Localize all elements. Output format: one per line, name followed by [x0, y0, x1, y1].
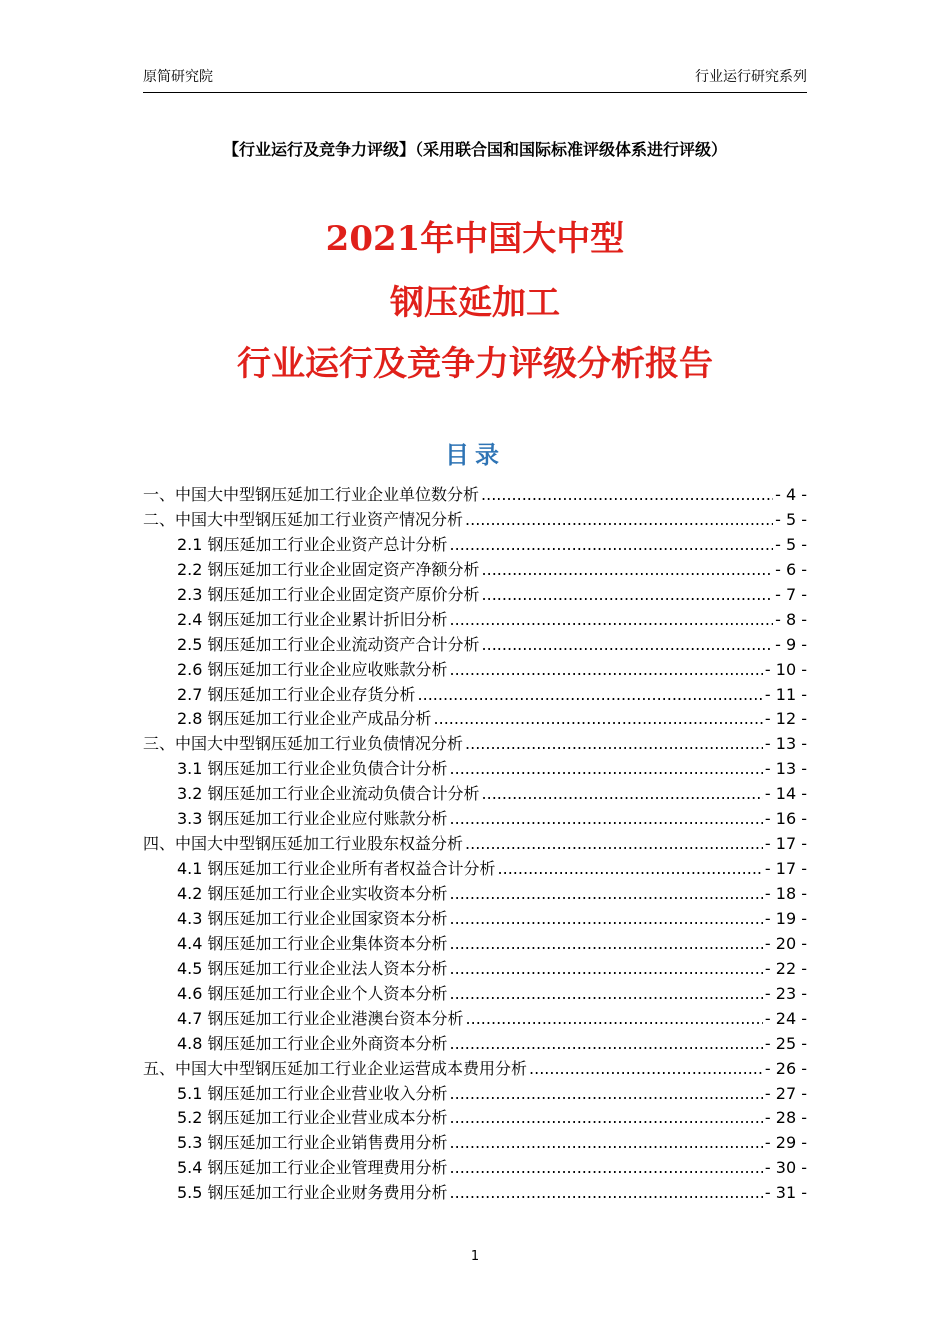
header-series: 行业运行研究系列 [695, 69, 807, 85]
toc-dot-leader [498, 857, 763, 881]
toc-entry-page: - 8 - [775, 609, 807, 629]
toc-dot-leader [450, 907, 763, 931]
toc-dot-leader [434, 707, 763, 731]
toc-dot-leader [465, 732, 763, 756]
report-title-line-1: 2021年中国大中型 [325, 219, 625, 259]
toc-entry-page: - 22 - [764, 958, 807, 978]
toc-entry-label: 2.8 钢压延加工行业企业产成品分析 [177, 709, 432, 729]
toc-entry[interactable] [143, 1082, 807, 1107]
toc-dot-leader [465, 832, 763, 856]
toc-entry-label: 2.3 钢压延加工行业企业固定资产原价分析 [177, 584, 480, 604]
toc-entry-label: 2.2 钢压延加工行业企业固定资产净额分析 [177, 559, 480, 579]
toc-dot-leader [482, 558, 774, 582]
toc-dot-leader [450, 1106, 763, 1130]
toc-entry-label: 2.5 钢压延加工行业企业流动资产合计分析 [177, 634, 480, 654]
toc-entry[interactable] [143, 508, 807, 533]
toc-dot-leader [481, 483, 773, 507]
toc-entry[interactable] [143, 1032, 807, 1057]
toc-entry[interactable] [143, 957, 807, 982]
toc-dot-leader [529, 1057, 763, 1081]
toc-dot-leader [482, 782, 763, 806]
toc-entry[interactable] [143, 1181, 807, 1206]
toc-dot-leader [482, 633, 774, 657]
toc-dot-leader [450, 1082, 763, 1106]
toc-entry-page: - 12 - [764, 709, 807, 729]
toc-entry[interactable] [143, 1156, 807, 1181]
toc-entry[interactable] [143, 882, 807, 907]
toc-entry-label: 5.2 钢压延加工行业企业营业成本分析 [177, 1108, 448, 1128]
toc-entry-page: - 13 - [764, 734, 807, 754]
toc-entry[interactable] [143, 1057, 807, 1082]
toc-dot-leader [450, 1131, 763, 1155]
toc-entry-page: - 5 - [775, 534, 807, 554]
toc-entry[interactable] [143, 857, 807, 882]
toc-entry-page: - 30 - [764, 1158, 807, 1178]
toc-entry-page: - 11 - [764, 684, 807, 704]
toc-entry-label: 5.4 钢压延加工行业企业管理费用分析 [177, 1158, 448, 1178]
toc-entry-page: - 24 - [764, 1008, 807, 1028]
toc-dot-leader [450, 882, 763, 906]
toc-entry-label: 二、中国大中型钢压延加工行业资产情况分析 [143, 509, 464, 529]
toc-dot-leader [450, 658, 763, 682]
toc-entry-page: - 17 - [764, 859, 807, 879]
toc-entry-label: 5.1 钢压延加工行业企业营业收入分析 [177, 1083, 448, 1103]
toc-entry-page: - 9 - [775, 634, 807, 654]
toc-dot-leader [418, 683, 763, 707]
toc-entry[interactable] [143, 732, 807, 757]
toc-heading: 目录 [445, 441, 505, 469]
toc-entry-page: - 26 - [764, 1058, 807, 1078]
toc-entry-page: - 4 - [775, 485, 807, 504]
toc-dot-leader [450, 608, 774, 632]
table-of-contents [143, 483, 807, 1206]
toc-entry-label: 4.3 钢压延加工行业企业国家资本分析 [177, 908, 448, 928]
toc-entry-label: 四、中国大中型钢压延加工行业股东权益分析 [143, 834, 464, 854]
toc-entry[interactable] [143, 483, 807, 508]
toc-entry-page: - 13 - [764, 759, 807, 779]
toc-entry-label: 4.5 钢压延加工行业企业法人资本分析 [177, 958, 448, 978]
toc-entry[interactable] [143, 932, 807, 957]
toc-entry-page: - 29 - [764, 1133, 807, 1153]
toc-entry-label: 一、中国大中型钢压延加工行业企业单位数分析 [143, 485, 480, 504]
toc-entry-page: - 25 - [764, 1033, 807, 1053]
toc-entry-label: 2.1 钢压延加工行业企业资产总计分析 [177, 534, 448, 554]
report-title-line-3: 行业运行及竞争力评级分析报告 [237, 344, 713, 384]
toc-entry-page: - 6 - [775, 559, 807, 579]
toc-entry-page: - 7 - [775, 584, 807, 604]
toc-dot-leader [450, 757, 763, 781]
toc-entry-label: 2.4 钢压延加工行业企业累计折旧分析 [177, 609, 448, 629]
toc-entry[interactable] [143, 583, 807, 608]
toc-entry-page: - 10 - [764, 659, 807, 679]
toc-entry-page: - 23 - [764, 983, 807, 1003]
toc-entry[interactable] [143, 1106, 807, 1131]
toc-entry[interactable] [143, 658, 807, 683]
toc-entry-label: 4.6 钢压延加工行业企业个人资本分析 [177, 983, 448, 1003]
toc-entry-page: - 27 - [764, 1083, 807, 1103]
toc-entry-page: - 19 - [764, 908, 807, 928]
header-publisher: 原简研究院 [143, 69, 213, 85]
report-title-line-2: 钢压延加工 [390, 283, 560, 323]
page-header [143, 66, 807, 93]
toc-dot-leader [450, 932, 763, 956]
toc-entry-page: - 16 - [764, 809, 807, 829]
toc-entry-label: 五、中国大中型钢压延加工行业企业运营成本费用分析 [143, 1058, 528, 1078]
toc-dot-leader [450, 1181, 763, 1205]
toc-entry-label: 4.4 钢压延加工行业企业集体资本分析 [177, 933, 448, 953]
toc-dot-leader [465, 508, 773, 532]
toc-entry[interactable] [143, 1007, 807, 1032]
toc-entry[interactable] [143, 683, 807, 708]
toc-entry-label: 4.8 钢压延加工行业企业外商资本分析 [177, 1033, 448, 1053]
toc-entry-page: - 14 - [764, 784, 807, 804]
toc-dot-leader [450, 1032, 763, 1056]
toc-entry[interactable] [143, 782, 807, 807]
toc-dot-leader [450, 957, 763, 981]
toc-entry-label: 3.2 钢压延加工行业企业流动负债合计分析 [177, 784, 480, 804]
toc-dot-leader [450, 1156, 763, 1180]
toc-entry-page: - 31 - [764, 1183, 807, 1203]
toc-entry[interactable] [143, 1131, 807, 1156]
toc-entry-label: 三、中国大中型钢压延加工行业负债情况分析 [143, 734, 464, 754]
toc-entry-label: 3.1 钢压延加工行业企业负债合计分析 [177, 759, 448, 779]
toc-entry[interactable] [143, 907, 807, 932]
toc-entry-page: - 18 - [764, 884, 807, 903]
toc-entry[interactable] [143, 807, 807, 832]
toc-entry[interactable] [143, 558, 807, 583]
toc-entry[interactable] [143, 832, 807, 857]
toc-entry[interactable] [143, 757, 807, 782]
toc-entry-label: 4.1 钢压延加工行业企业所有者权益合计分析 [177, 859, 496, 879]
rating-tagline: 【行业运行及竞争力评级】（采用联合国和国际标准评级体系进行评级） [222, 140, 727, 159]
toc-entry-page: - 5 - [775, 509, 807, 529]
toc-entry-page: - 20 - [764, 933, 807, 953]
toc-dot-leader [482, 583, 774, 607]
toc-entry[interactable] [143, 707, 807, 732]
toc-entry-label: 2.7 钢压延加工行业企业存货分析 [177, 684, 416, 704]
toc-dot-leader [450, 807, 763, 831]
toc-entry[interactable] [143, 633, 807, 658]
page-number: 1 [470, 1249, 480, 1264]
toc-entry-label: 3.3 钢压延加工行业企业应付账款分析 [177, 809, 448, 829]
toc-dot-leader [450, 982, 763, 1006]
toc-dot-leader [450, 533, 774, 557]
toc-entry[interactable] [143, 533, 807, 558]
toc-dot-leader [466, 1007, 763, 1031]
toc-entry[interactable] [143, 982, 807, 1007]
toc-entry-label: 5.3 钢压延加工行业企业销售费用分析 [177, 1133, 448, 1153]
toc-entry[interactable] [143, 608, 807, 633]
toc-entry-page: - 17 - [764, 834, 807, 854]
toc-entry-label: 2.6 钢压延加工行业企业应收账款分析 [177, 659, 448, 679]
toc-entry-label: 5.5 钢压延加工行业企业财务费用分析 [177, 1183, 448, 1203]
toc-entry-label: 4.7 钢压延加工行业企业港澳台资本分析 [177, 1008, 464, 1028]
toc-entry-page: - 28 - [764, 1108, 807, 1128]
toc-entry-label: 4.2 钢压延加工行业企业实收资本分析 [177, 884, 448, 903]
